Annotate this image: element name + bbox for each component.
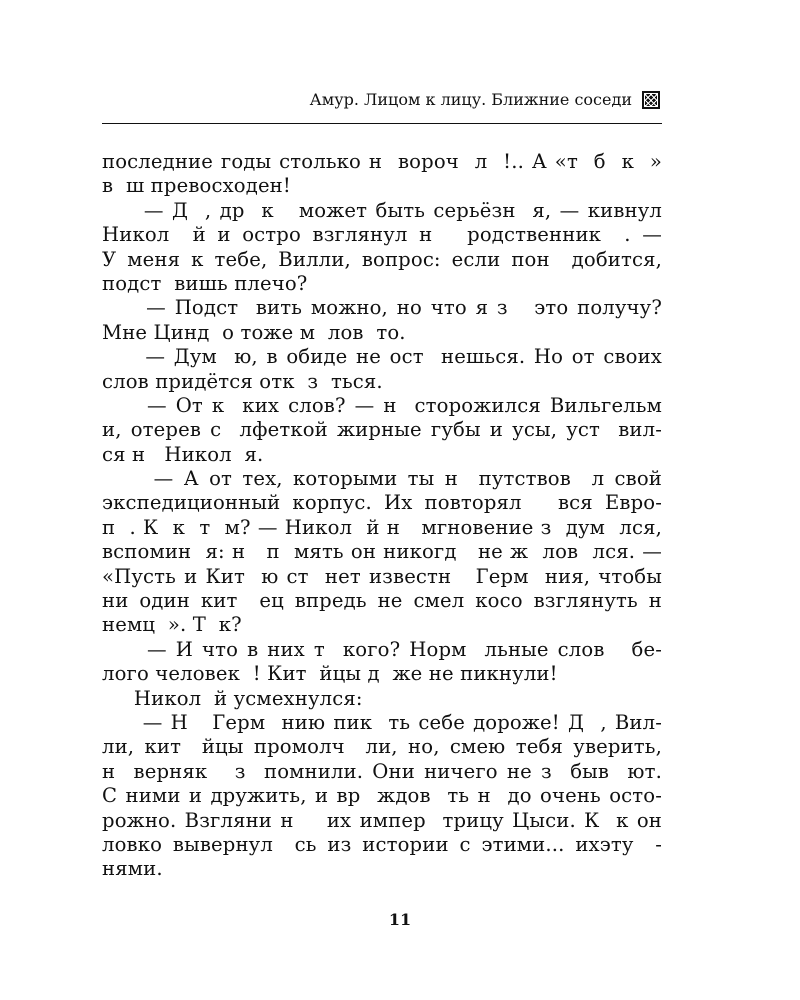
text-line: «Пусть и Кит ю ст нет известн Герм ния, чтобы	[102, 564, 662, 588]
text-line: — И что в них т кого? Норм льные слов бе-	[102, 637, 662, 661]
text-line: — Дум ю, в обиде не ост нешься. Но от своих	[102, 345, 662, 369]
text-line: рожно. Взгляни н их импер трицу Цыси. К к он	[102, 808, 662, 832]
body-text	[102, 150, 662, 882]
text-line: ни один кит ец впредь не смел косо взглянуть н	[102, 589, 662, 613]
text-line: Никол й и остро взглянул н родственник . —	[102, 223, 662, 247]
text-line: подст вишь плечо?	[102, 271, 308, 295]
text-line: — Подст вить можно, но что я з это получу?	[102, 296, 662, 320]
square-ornament-icon	[642, 91, 660, 109]
page-number: 11	[388, 910, 412, 929]
text-line: н верняк з помнили. Они ничего не з быв ют.	[102, 759, 662, 783]
text-line: ловко вывернул сь из истории с этими... ихэту -	[102, 832, 662, 856]
text-line: ли, кит йцы промолч ли, но, смею тебя уверить,	[102, 735, 662, 759]
text-line: ся н Никол я.	[102, 442, 264, 466]
text-line: — А от тех, которыми ты н путствов л свой	[102, 467, 662, 491]
text-line: У меня к тебе, Вилли, вопрос: если пон добится,	[102, 247, 662, 271]
text-line: п . К к т м? — Никол й н мгновение з дум лся,	[102, 515, 662, 539]
text-line: — От к ких слов? — н сторожился Вильгельм	[102, 393, 662, 417]
text-line: лого человек ! Кит йцы д же не пикнули!	[102, 662, 558, 686]
running-header	[102, 90, 662, 126]
text-line: нями.	[102, 857, 163, 881]
header-rule	[102, 123, 662, 124]
text-line: С ними и дружить, и вр ждов ть н до очень осто-	[102, 784, 662, 808]
text-line: Никол й усмехнулся:	[102, 686, 363, 710]
text-line: и, отерев с лфеткой жирные губы и усы, уст вил-	[102, 418, 662, 442]
text-line: — Н Герм нию пик ть себе дороже! Д , Вил-	[102, 710, 662, 734]
text-line: — Д , др к может быть серьёзн я, — кивнул	[102, 198, 662, 222]
running-header-title: Амур. Лицом к лицу. Ближние соседи	[309, 90, 632, 109]
text-line: экспедиционный корпус. Их повторял вся Евро-	[102, 491, 662, 515]
text-line: Мне Цинд о тоже м лов то.	[102, 320, 406, 344]
text-line: немц ». Т к?	[102, 613, 242, 637]
text-line: слов придётся отк з ться.	[102, 369, 383, 393]
text-line: вспомин я: н п мять он никогд не ж лов лся. —	[102, 540, 662, 564]
text-line: последние годы столько н вороч л !.. А «т б к »	[102, 150, 662, 173]
text-line: в ш превосходен!	[102, 174, 291, 198]
